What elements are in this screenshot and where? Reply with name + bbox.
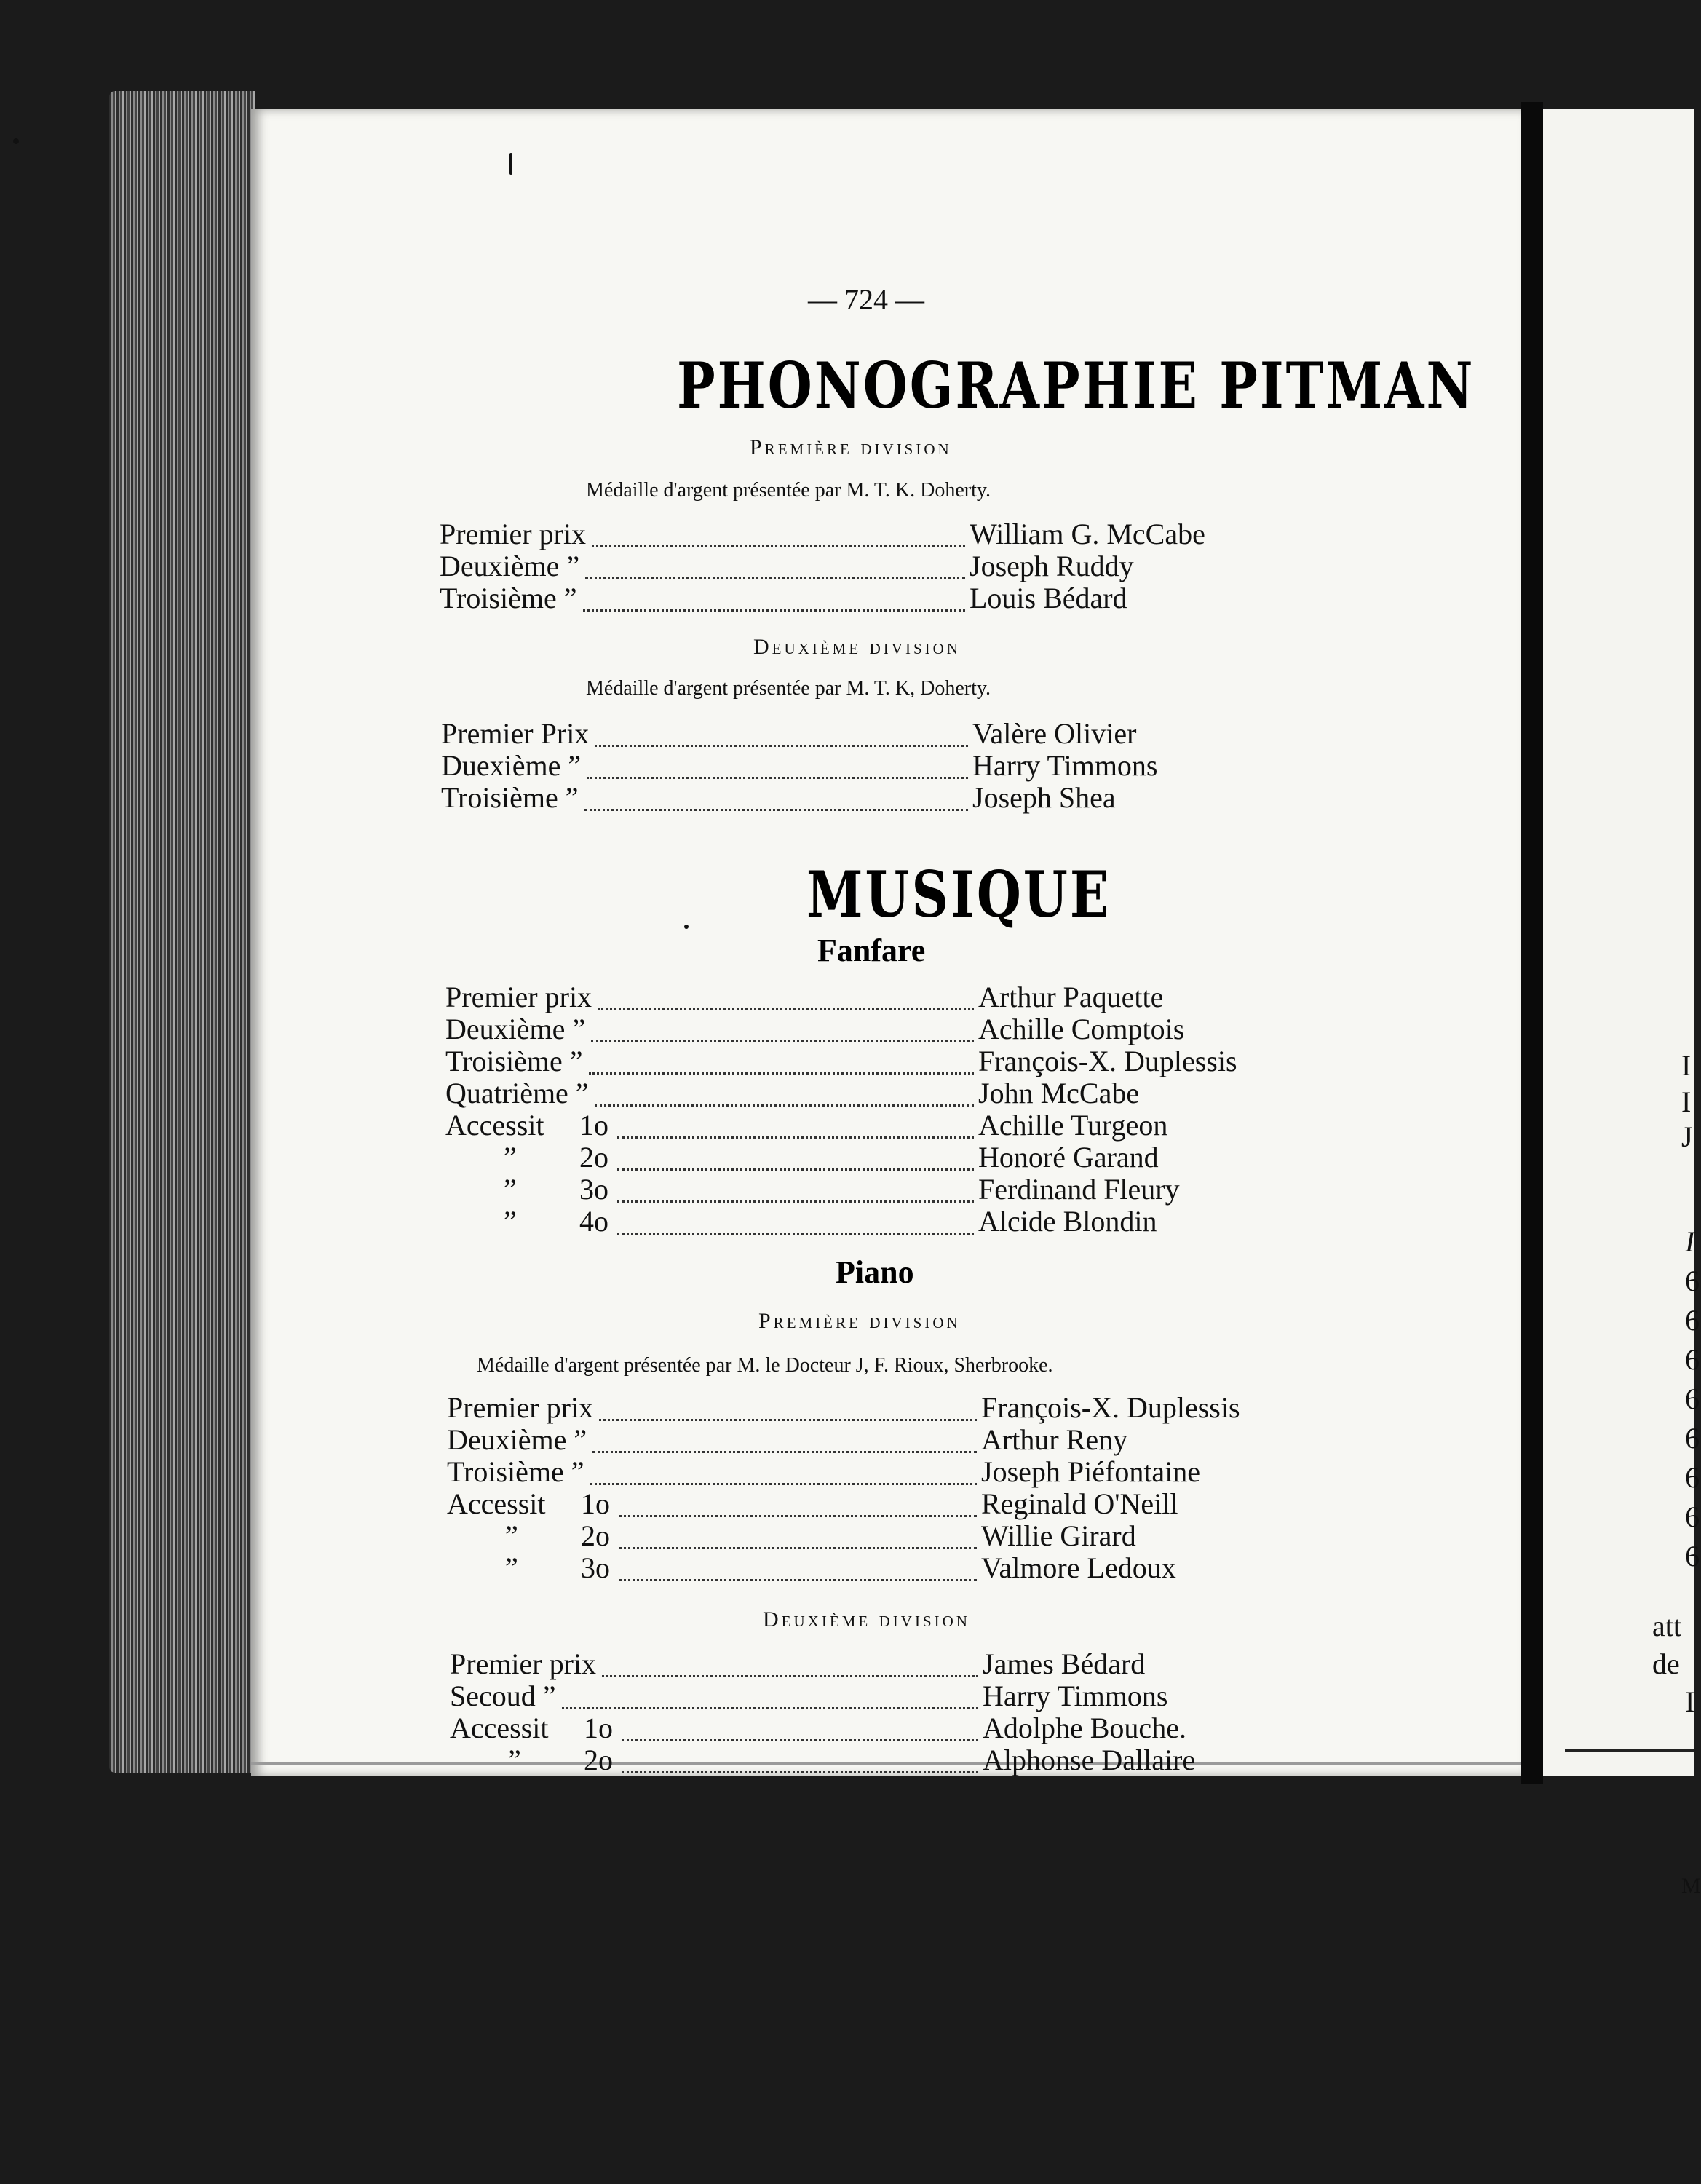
prize-winner: Reginald O'Neill <box>981 1487 1178 1520</box>
dot-leader <box>584 804 968 811</box>
prize-winner: Arthur Paquette <box>978 981 1164 1013</box>
prize-winner: Louis Bédard <box>970 582 1127 614</box>
book-page-edges <box>109 91 255 1773</box>
book-gutter <box>1521 102 1543 1784</box>
prize-label: Secoud ” <box>450 1679 556 1712</box>
page-bottom-rule <box>251 1762 1521 1765</box>
prize-winner: Harry Timmons <box>972 749 1158 782</box>
prize-rank: 2o <box>581 1519 610 1552</box>
facing-page-fragment: I <box>1681 1049 1692 1082</box>
prize-label: Troisième ” <box>447 1455 584 1488</box>
prize-label: ” <box>504 1173 517 1206</box>
subsection-heading-piano: Piano <box>836 1254 914 1290</box>
prize-label: Accessit <box>450 1712 549 1744</box>
prize-winner: Joseph Ruddy <box>970 550 1134 582</box>
facing-page-fragment: I <box>1681 1085 1692 1118</box>
facing-page-fragment: I <box>1685 1685 1695 1718</box>
facing-page-rule <box>1565 1749 1694 1752</box>
prize-winner: Achille Comptois <box>978 1013 1185 1045</box>
dot-leader <box>617 1164 974 1171</box>
prize-label: ” <box>505 1551 518 1584</box>
section-title-musique: MUSIQUE <box>806 856 1111 932</box>
dot-leader <box>595 1100 974 1107</box>
facing-page-fragment: 6 <box>1685 1422 1700 1455</box>
prize-label: Duexième ” <box>441 749 582 782</box>
prize-winner: Joseph Shea <box>972 781 1116 814</box>
prize-label: Deuxième ” <box>447 1423 587 1456</box>
facing-page-fragment: 6 <box>1685 1304 1700 1337</box>
prize-rank: 4o <box>579 1205 608 1238</box>
facing-page-fragment: 6 <box>1685 1540 1700 1572</box>
page-number: — 724 — <box>808 283 924 316</box>
medal-note: Médaille d'argent présentée par M. T. K, Doherty. <box>586 677 991 700</box>
facing-page-fragment: 6 <box>1685 1461 1700 1494</box>
dot-leader <box>585 573 965 579</box>
division-heading: Première division <box>750 435 952 459</box>
dot-leader <box>595 740 968 747</box>
facing-page <box>1543 109 1701 1898</box>
dot-leader <box>617 1132 974 1139</box>
facing-page-fragment: 6 <box>1685 1343 1700 1376</box>
prize-winner: François-X. Duplessis <box>978 1045 1237 1077</box>
prize-winner: James Bédard <box>983 1647 1146 1680</box>
prize-winner: William G. McCabe <box>970 518 1205 550</box>
prize-rank: 2o <box>584 1744 613 1776</box>
prize-winner: Honoré Garand <box>978 1141 1159 1174</box>
prize-label: Deuxième ” <box>445 1013 586 1045</box>
dot-leader <box>602 1671 978 1677</box>
facing-page-fragment: 6 <box>1685 1500 1700 1533</box>
scan-speck <box>684 925 689 929</box>
facing-page-fragment: J <box>1681 1120 1693 1153</box>
dot-leader <box>617 1196 974 1203</box>
facing-page-fragment: de <box>1652 1647 1680 1680</box>
dot-leader <box>617 1228 974 1235</box>
prize-winner: Achille Turgeon <box>978 1109 1168 1142</box>
prize-winner: Adolphe Bouche. <box>983 1712 1186 1744</box>
prize-label: ” <box>504 1205 517 1238</box>
prize-label: Troisième ” <box>440 582 577 614</box>
prize-label: Premier prix <box>450 1647 597 1680</box>
prize-label: ” <box>505 1519 518 1552</box>
facing-page-fragment: I <box>1685 1225 1695 1258</box>
division-heading: Deuxième division <box>753 635 961 659</box>
dot-leader <box>592 1447 977 1453</box>
prize-label: Premier prix <box>445 981 592 1013</box>
dot-leader <box>590 1479 977 1485</box>
division-heading: Deuxième division <box>763 1607 970 1631</box>
dot-leader <box>562 1703 978 1709</box>
dot-leader <box>598 1004 974 1010</box>
prize-winner: Willie Girard <box>981 1519 1136 1552</box>
facing-page-fragment: 6 <box>1685 1265 1700 1297</box>
prize-winner: Alcide Blondin <box>978 1205 1157 1238</box>
dot-leader <box>599 1415 977 1421</box>
prize-winner: François-X. Duplessis <box>981 1391 1240 1424</box>
prize-winner: Alphonse Dallaire <box>983 1744 1196 1776</box>
division-heading: Première division <box>758 1309 961 1333</box>
prize-label: Accessit <box>447 1487 546 1520</box>
prize-label: Troisième ” <box>441 781 579 814</box>
prize-label: Troisième ” <box>445 1045 583 1077</box>
prize-winner: Harry Timmons <box>983 1679 1168 1712</box>
scan-speck <box>13 138 19 144</box>
prize-winner: Arthur Reny <box>981 1423 1128 1456</box>
scan-speck <box>509 153 512 175</box>
prize-rank: 3o <box>581 1551 610 1584</box>
dot-leader <box>592 541 965 547</box>
prize-winner: Ferdinand Fleury <box>978 1173 1180 1206</box>
prize-label: ” <box>508 1744 521 1776</box>
prize-label: Accessit <box>445 1109 544 1142</box>
prize-winner: John McCabe <box>978 1077 1140 1109</box>
prize-rank: 2o <box>579 1141 608 1174</box>
prize-winner: Valmore Ledoux <box>981 1551 1176 1584</box>
prize-winner: Valère Olivier <box>972 717 1137 750</box>
prize-rank: 1o <box>581 1487 610 1520</box>
prize-label: Premier prix <box>447 1391 594 1424</box>
prize-label: Quatrième ” <box>445 1077 589 1109</box>
facing-page-fragment: att <box>1652 1610 1681 1642</box>
facing-page-fragment: 6 <box>1685 1382 1700 1415</box>
section-title-phonographie: PHONOGRAPHIE PITMAN <box>677 347 1475 423</box>
dot-leader <box>622 1767 978 1773</box>
prize-label: Premier Prix <box>441 717 590 750</box>
dot-leader <box>619 1575 977 1581</box>
dot-leader <box>591 1036 974 1042</box>
prize-label: ” <box>504 1141 517 1174</box>
dot-leader <box>622 1735 978 1741</box>
prize-rank: 3o <box>579 1173 608 1206</box>
medal-note: Médaille d'argent présentée par M. T. K. Doherty. <box>586 479 991 502</box>
prize-rank: 1o <box>584 1712 613 1744</box>
dot-leader <box>619 1511 977 1517</box>
medal-note: Médaille d'argent présentée par M. le Docteur J, F. Rioux, Sherbrooke. <box>477 1354 1053 1377</box>
prize-label: Deuxième ” <box>440 550 580 582</box>
subsection-heading-fanfare: Fanfare <box>817 933 926 968</box>
dot-leader <box>589 1068 974 1075</box>
facing-page-fragment: M <box>1681 1874 1701 1898</box>
dot-leader <box>583 605 965 612</box>
prize-rank: 1o <box>579 1109 608 1142</box>
prize-winner: Joseph Piéfontaine <box>981 1455 1201 1488</box>
prize-label: Premier prix <box>440 518 587 550</box>
dot-leader <box>619 1543 977 1549</box>
dot-leader <box>587 772 968 779</box>
